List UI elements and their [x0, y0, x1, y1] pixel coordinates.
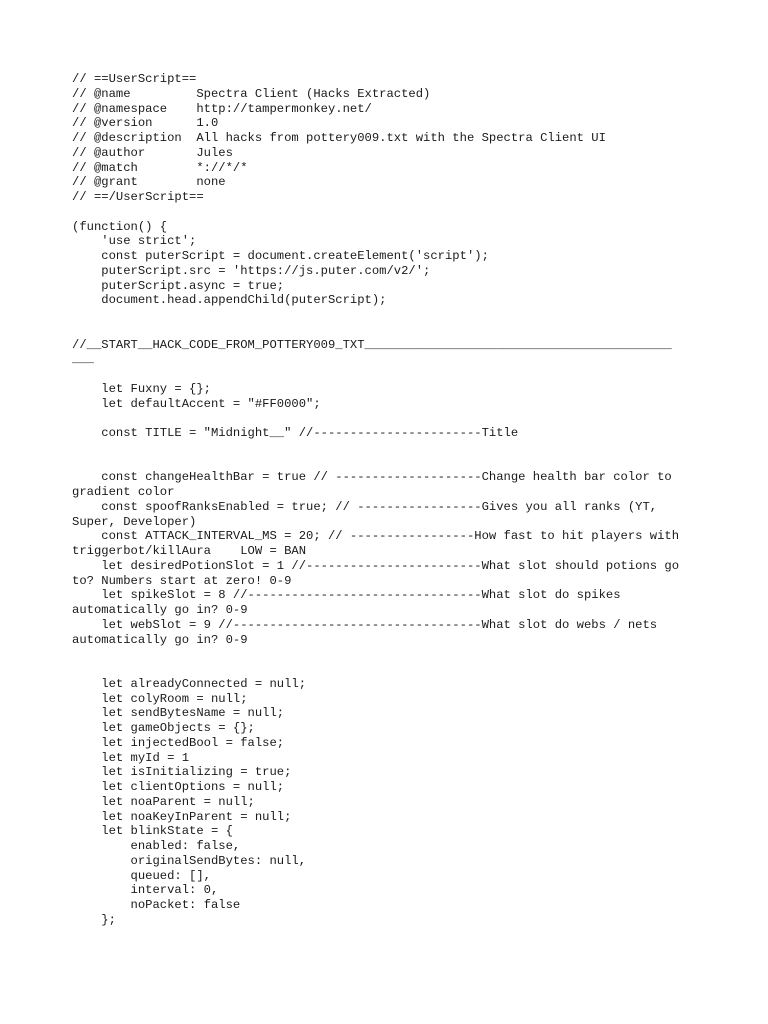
code-line: queued: [], — [72, 868, 211, 883]
blank-line — [72, 308, 700, 323]
code-line: Super, Developer) — [72, 514, 197, 529]
code-line: ___ — [72, 352, 94, 367]
code-line: // @description All hacks from pottery009.txt with the Spectra Client UI — [72, 131, 606, 145]
blank-line — [72, 205, 700, 220]
code-line: const spoofRanksEnabled = true; // -----------------Gives you all ranks (YT, — [72, 499, 658, 514]
code-line: puterScript.src = 'https://js.puter.com/v2/'; — [72, 263, 431, 278]
blank-line — [72, 367, 700, 382]
code-line: //__START__HACK_CODE_FROM_POTTERY009_TXT__________________________________________ — [72, 337, 672, 352]
code-line: const TITLE = "Midnight__" //-----------------------Title — [72, 426, 519, 440]
code-listing — [72, 72, 700, 928]
code-line: let Fuxny = {}; — [72, 381, 211, 396]
code-line: let isInitializing = true; — [72, 765, 292, 780]
code-line: let defaultAccent = "#FF0000"; — [72, 396, 321, 411]
code-line: // @author Jules — [72, 145, 233, 160]
blank-line — [72, 662, 700, 677]
code-line: let colyRoom = null; — [72, 691, 248, 706]
code-line: let gameObjects = {}; — [72, 721, 255, 735]
code-line: puterScript.async = true; — [72, 278, 285, 293]
code-line: }; — [72, 912, 116, 927]
code-line: to? Numbers start at zero! 0-9 — [72, 573, 292, 588]
code-line: let webSlot = 9 //----------------------------------What slot do webs / nets — [72, 617, 658, 632]
code-line: // ==UserScript== — [72, 72, 197, 86]
code-line: interval: 0, — [72, 883, 219, 898]
code-line: originalSendBytes: null, — [72, 853, 307, 868]
code-line: // @version 1.0 — [72, 116, 219, 131]
code-line: const puterScript = document.createElement('script'); — [72, 249, 489, 263]
code-line: let spikeSlot = 8 //--------------------------------What slot do spikes — [72, 588, 621, 603]
code-line: let noaKeyInParent = null; — [72, 809, 292, 824]
code-line: const changeHealthBar = true // --------------------Change health bar color to — [72, 470, 672, 485]
code-line: let injectedBool = false; — [72, 735, 285, 750]
code-line: const ATTACK_INTERVAL_MS = 20; // -----------------How fast to hit players with — [72, 529, 680, 544]
code-line: let alreadyConnected = null; — [72, 676, 307, 691]
code-line: document.head.appendChild(puterScript); — [72, 293, 387, 308]
blank-line — [72, 323, 700, 338]
code-line: // @match *://*/* — [72, 160, 248, 175]
code-line: let myId = 1 — [72, 750, 190, 765]
code-line: enabled: false, — [72, 839, 241, 853]
code-line: // @name Spectra Client (Hacks Extracted) — [72, 86, 431, 101]
code-line: // @grant none — [72, 175, 226, 190]
code-line: triggerbot/killAura LOW = BAN — [72, 544, 307, 558]
code-line: automatically go in? 0-9 — [72, 603, 248, 617]
code-line: 'use strict'; — [72, 234, 197, 249]
code-line: noPacket: false — [72, 898, 241, 912]
code-line: let desiredPotionSlot = 1 //------------------------What slot should potions go — [72, 558, 680, 573]
blank-line — [72, 441, 700, 456]
code-line: let clientOptions = null; — [72, 780, 285, 794]
code-line: gradient color — [72, 485, 175, 499]
blank-line — [72, 411, 700, 426]
code-line: // ==/UserScript== — [72, 190, 204, 204]
code-line: (function() { — [72, 219, 168, 234]
blank-line — [72, 456, 700, 471]
code-line: let sendBytesName = null; — [72, 706, 285, 721]
code-line: let noaParent = null; — [72, 794, 255, 809]
code-line: let blinkState = { — [72, 824, 233, 839]
blank-line — [72, 647, 700, 662]
code-line: automatically go in? 0-9 — [72, 632, 248, 647]
code-line: // @namespace http://tampermonkey.net/ — [72, 101, 372, 116]
